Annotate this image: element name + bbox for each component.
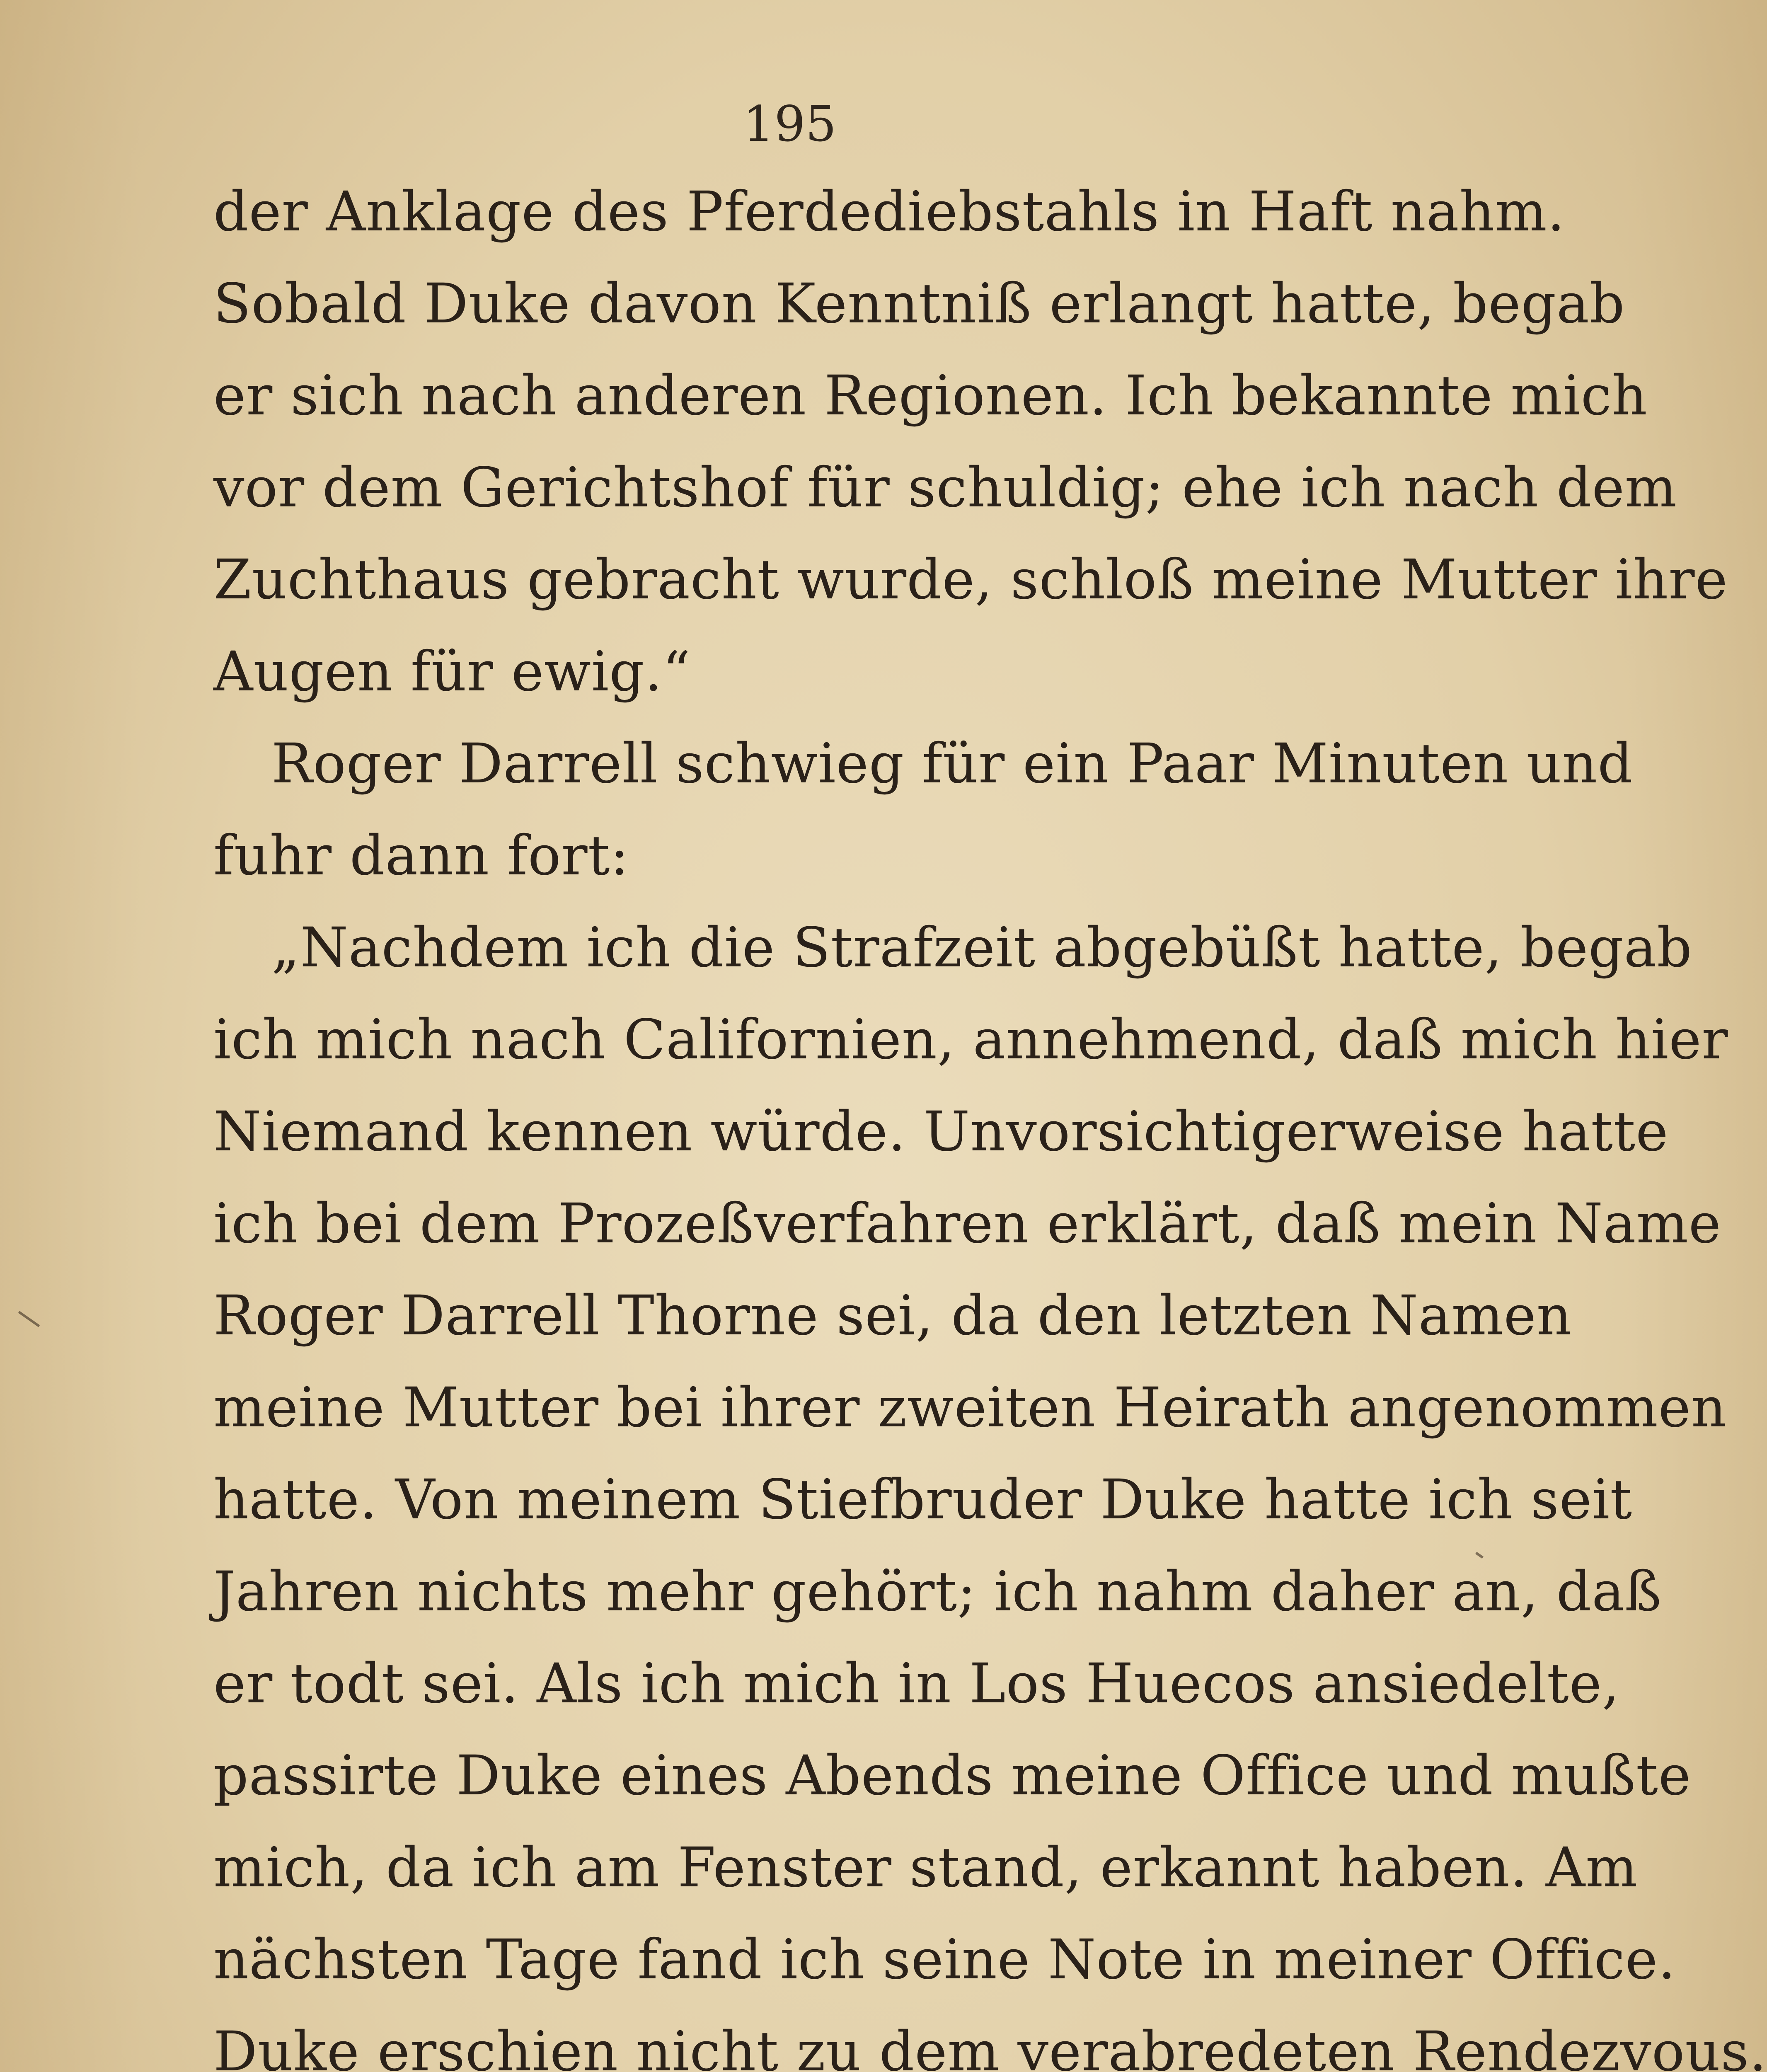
text-line: ich mich nach Californien, annehmend, daß mich hier xyxy=(213,1008,1728,1072)
text-line: passirte Duke eines Abends meine Office und mußte xyxy=(213,1744,1692,1808)
text-line: Roger Darrell schwieg für ein Paar Minuten und xyxy=(271,732,1633,796)
text-line: meine Mutter bei ihrer zweiten Heirath angenommen xyxy=(213,1376,1727,1440)
text-line: ich bei dem Prozeßverfahren erklärt, daß mein Name xyxy=(213,1192,1721,1256)
text-line: Sobald Duke davon Kenntniß erlangt hatte, begab xyxy=(213,272,1625,336)
text-line: Jahren nichts mehr gehört; ich nahm daher an, daß xyxy=(213,1560,1662,1624)
text-line: er todt sei. Als ich mich in Los Huecos ansiedelte, xyxy=(213,1652,1620,1716)
text-line: hatte. Von meinem Stiefbruder Duke hatte ich seit xyxy=(213,1468,1633,1532)
body-text xyxy=(213,166,1767,2072)
text-line: „Nachdem ich die Strafzeit abgebüßt hatte, begab xyxy=(271,916,1692,980)
text-line: vor dem Gerichtshof für schuldig; ehe ich nach dem xyxy=(213,456,1677,520)
page-number: 195 xyxy=(743,95,837,152)
text-line: er sich nach anderen Regionen. Ich bekannte mich xyxy=(213,364,1648,428)
text-line: Roger Darrell Thorne sei, da den letzten Namen xyxy=(213,1284,1572,1348)
text-line: Zuchthaus gebracht wurde, schloß meine Mutter ihre xyxy=(213,548,1728,612)
text-line: der Anklage des Pferdediebstahls in Haft nahm. xyxy=(213,180,1565,244)
text-line: Duke erschien nicht zu dem verabredeten Rendezvous. xyxy=(213,2020,1767,2072)
text-line: Niemand kennen würde. Unvorsichtigerweise hatte xyxy=(213,1100,1669,1164)
text-line: fuhr dann fort: xyxy=(213,824,629,888)
paper-mark xyxy=(18,1311,40,1327)
text-line: nächsten Tage fand ich seine Note in meiner Office. xyxy=(213,1928,1676,1992)
text-line: Augen für ewig.“ xyxy=(213,640,691,704)
paper-mark xyxy=(1475,1552,1484,1559)
text-line: mich, da ich am Fenster stand, erkannt haben. Am xyxy=(213,1836,1638,1900)
